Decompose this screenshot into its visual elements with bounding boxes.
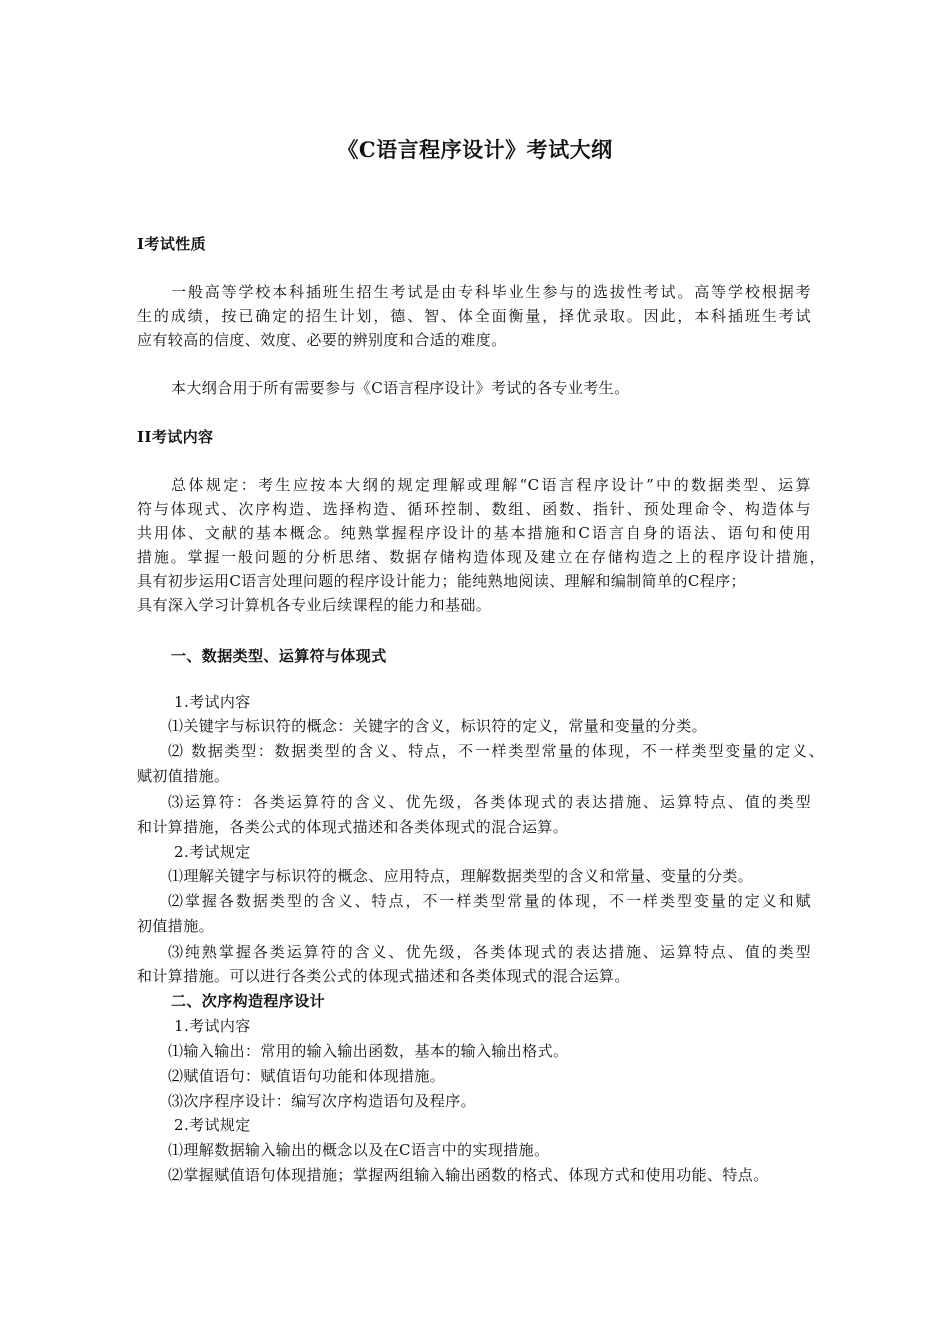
chapter-heading-sequential-design: 二、次序构造程序设计 <box>171 992 326 1010</box>
subsection-label: 2.考试规定 <box>174 1116 251 1134</box>
list-item: ⑴理解数据输入输出的概念以及在C语言中的实现措施。 <box>168 1141 550 1159</box>
list-item-continuation: 和计算措施，各类公式的体现式描述和各类体现式的混合运算。 <box>137 818 569 836</box>
paragraph-line: 应有较高的信度、效度、必要的辨别度和合适的难度。 <box>137 331 507 349</box>
list-item-continuation: 赋初值措施。 <box>137 767 230 785</box>
paragraph-line: 本大纲合用于所有需要参与《C语言程序设计》考试的各专业考生。 <box>171 379 630 397</box>
list-item: ⑵掌握赋值语句体现措施；掌握两组输入输出函数的格式、体现方式和使用功能、特点。 <box>168 1166 769 1184</box>
section-heading-exam-content: II考试内容 <box>137 428 214 446</box>
chapter-heading-data-types: 一、数据类型、运算符与体现式 <box>171 647 387 665</box>
subsection-label: 2.考试规定 <box>174 843 251 861</box>
paragraph-line: 符与体现式、次序构造、选择构造、循环控制、数组、函数、指针、预处理命令、构造体与 <box>137 500 811 518</box>
paragraph-line: 生的成绩，按已确定的招生计划，德、智、体全面衡量，择优录取。因此，本科插班生考试 <box>137 307 811 325</box>
page-title: 《C语言程序设计》考试大纲 <box>337 137 613 162</box>
subsection-label: 1.考试内容 <box>174 693 251 711</box>
list-item: ⑶纯熟掌握各类运算符的含义、优先级，各类体现式的表达措施、运算特点、值的类型 <box>168 943 811 961</box>
list-item-continuation: 初值措施。 <box>137 917 215 935</box>
section-heading-exam-nature: I考试性质 <box>137 235 207 253</box>
subsection-label: 1.考试内容 <box>174 1017 251 1035</box>
paragraph-line: 总体规定：考生应按本大纲的规定理解或理解“C语言程序设计”中的数据类型、运算 <box>171 476 811 494</box>
list-item: ⑵赋值语句：赋值语句功能和体现措施。 <box>168 1067 446 1085</box>
list-item: ⑶次序程序设计：编写次序构造语句及程序。 <box>168 1092 477 1110</box>
paragraph-line: 一般高等学校本科插班生招生考试是由专科毕业生参与的选拔性考试。高等学校根据考 <box>171 283 811 301</box>
paragraph-line: 共用体、文献的基本概念。纯熟掌握程序设计的基本措施和C语言自身的语法、语句和使用 <box>137 524 811 542</box>
list-item: ⑴关键字与标识符的概念：关键字的含义，标识符的定义，常量和变量的分类。 <box>168 717 708 735</box>
list-item-continuation: 和计算措施。可以进行各类公式的体现式描述和各类体现式的混合运算。 <box>137 967 630 985</box>
paragraph-line: 具有深入学习计算机各专业后续课程的能力和基础。 <box>137 596 492 614</box>
list-item: ⑵ 数据类型：数据类型的含义、特点，不一样类型常量的体现，不一样类型变量的定义、 <box>168 742 824 760</box>
list-item: ⑶运算符：各类运算符的含义、优先级，各类体现式的表达措施、运算特点、值的类型 <box>168 793 811 811</box>
list-item: ⑴理解关键字与标识符的概念、应用特点，理解数据类型的含义和常量、变量的分类。 <box>168 867 754 885</box>
list-item: ⑴输入输出：常用的输入输出函数，基本的输入输出格式。 <box>168 1042 569 1060</box>
paragraph-line: 具有初步运用C语言处理问题的程序设计能力；能纯熟地阅读、理解和编制简单的C程序； <box>137 572 746 590</box>
list-item: ⑵掌握各数据类型的含义、特点，不一样类型常量的体现，不一样类型变量的定义和赋 <box>168 892 811 910</box>
paragraph-line: 措施。掌握一般问题的分析思绪、数据存储构造体现及建立在存储构造之上的程序设计措施， <box>137 548 825 566</box>
